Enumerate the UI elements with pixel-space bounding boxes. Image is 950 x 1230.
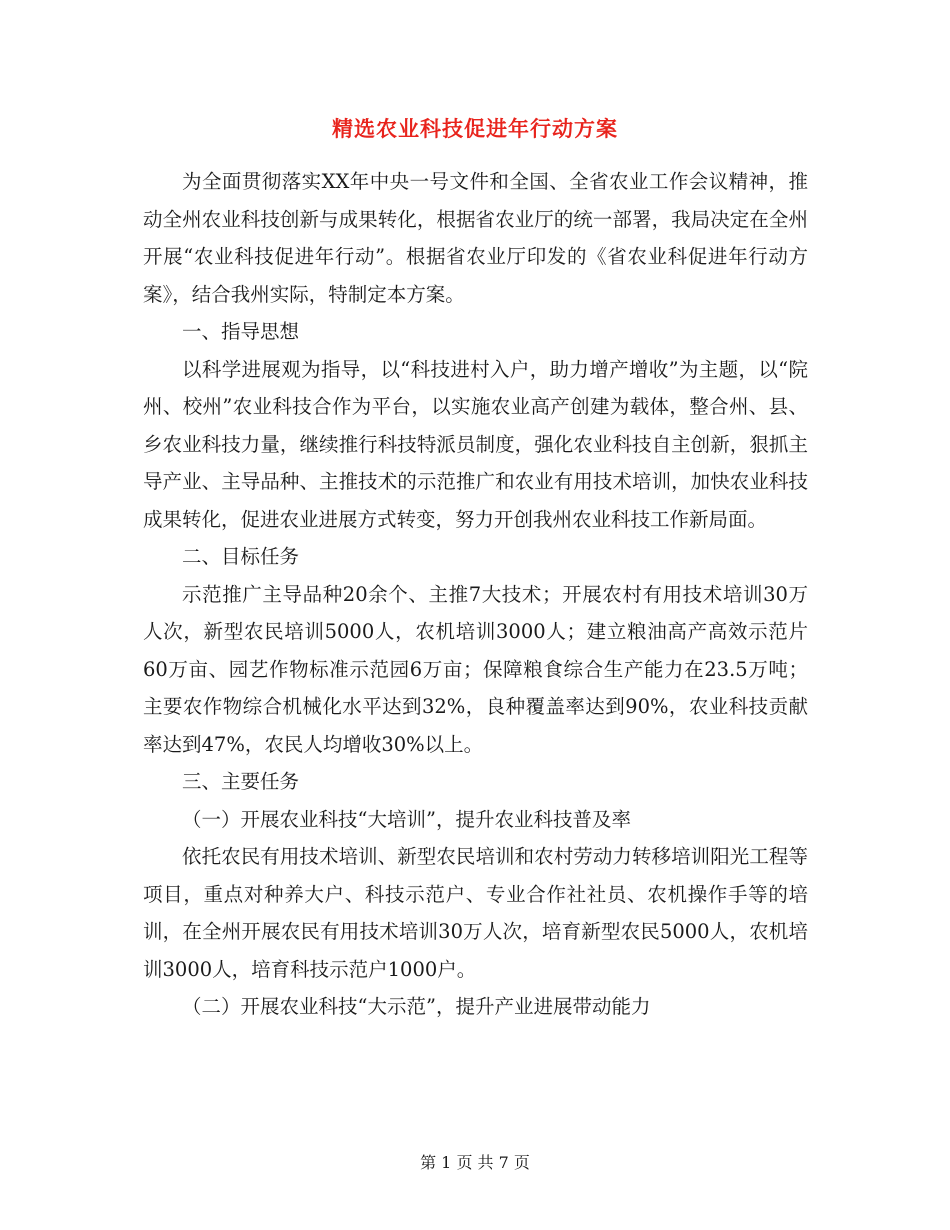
intro-paragraph: 为全面贯彻落实XX年中央一号文件和全国、全省农业工作会议精神，推动全州农业科技创新与成果转化，根据省农业厅的统一部署，我局决定在全州开展“农业科技促进年行动”。根据省农业厅印发的《省农业科促进年行动方案》，结合我州实际，特制定本方案。 [143, 170, 808, 306]
page-footer: 第 1 页 共 7 页 [420, 1153, 530, 1172]
document-body [143, 163, 808, 1026]
section-heading-objectives: 二、目标任务 [182, 545, 300, 568]
training-paragraph: 依托农民有用技术培训、新型农民培训和农村劳动力转移培训阳光工程等项目，重点对种养大户、科技示范户、专业合作社社员、农机操作手等的培训，在全州开展农民有用技术培训30万人次，培育新型农民5000人，农机培训3000人，培育科技示范户1000户。 [143, 845, 808, 981]
section-heading-guiding-ideology: 一、指导思想 [182, 320, 300, 343]
guiding-ideology-paragraph: 以科学进展观为指导，以“科技进村入户，助力增产增收”为主题，以“院州、校州”农业科技合作为平台，以实施农业高产创建为载体，整合州、县、乡农业科技力量，继续推行科技特派员制度，强化农业科技自主创新，狠抓主导产业、主导品种、主推技术的示范推广和农业有用技术培训，加快农业科技成果转化，促进农业进展方式转变，努力开创我州农业科技工作新局面。 [143, 357, 808, 531]
section-heading-main-tasks: 三、主要任务 [182, 770, 300, 793]
subsection-heading-training: （一）开展农业科技“大培训”，提升农业科技普及率 [182, 807, 631, 831]
objectives-paragraph: 示范推广主导品种20余个、主推7大技术；开展农村有用技术培训30万人次，新型农民培训5000人，农机培训3000人；建立粮油高产高效示范片60万亩、园艺作物标准示范园6万亩；保障粮食综合生产能力在23.5万吨；主要农作物综合机械化水平达到32%，良种覆盖率达到90%，农业科技贡献率达到47%，农民人均增收30%以上。 [143, 582, 808, 756]
document-title: 精选农业科技促进年行动方案 [332, 116, 618, 141]
subsection-heading-demonstration: （二）开展农业科技“大示范”，提升产业进展带动能力 [182, 995, 651, 1018]
